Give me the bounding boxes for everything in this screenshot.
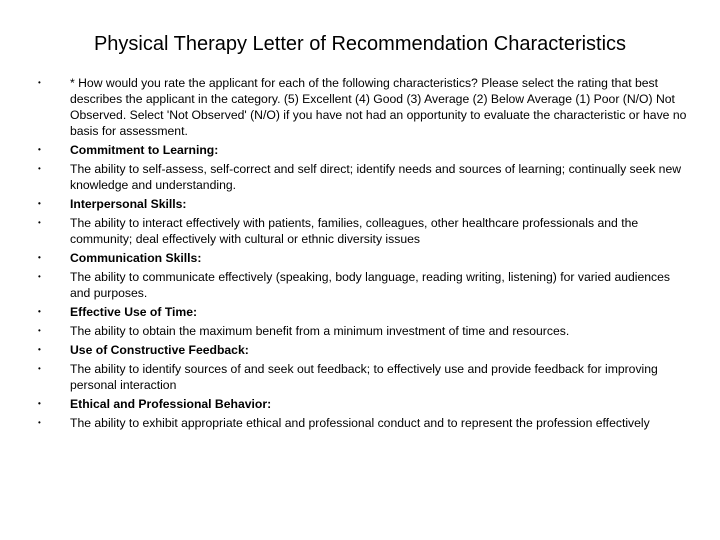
list-item-desc-ethical [38,415,688,431]
list-item-text: Communication Skills: [70,251,202,265]
list-item-heading-time [38,304,688,320]
bullet-icon: • [38,364,41,373]
list-item-desc-time [38,323,688,339]
list-item-text: * How would you rate the applicant for each of the following characteristics? Please select the rating that best describes the applicant in the category. (5) Excellent (4) Good (3) Average (2) Below Average (1) Poor (N/O) Not Observed. Select 'Not Observed' (N/O) if you have not had an opportunity to evaluate the characteristic or have no basis for assessment. [70,76,687,138]
list-item-heading-communication [38,250,688,266]
bullet-icon: • [38,272,41,281]
bullet-icon: • [38,78,41,87]
bullet-icon: • [38,145,41,154]
list-item-text: Ethical and Professional Behavior: [70,397,272,411]
bullet-icon: • [38,253,41,262]
list-item-heading-commitment [38,142,688,158]
bullet-icon: • [38,218,41,227]
bullet-icon: • [38,164,41,173]
list-item-heading-feedback [38,342,688,358]
list-item-desc-communication [38,269,688,301]
list-item-text: Commitment to Learning: [70,143,219,157]
list-item-desc-interpersonal [38,215,688,247]
bullet-list [38,75,688,434]
bullet-icon: • [38,418,41,427]
list-item-heading-ethical [38,396,688,412]
bullet-icon: • [38,345,41,354]
list-item-text: Interpersonal Skills: [70,197,187,211]
list-item-heading-interpersonal [38,196,688,212]
list-item-text: Use of Constructive Feedback: [70,343,249,357]
list-item-text: The ability to identify sources of and seek out feedback; to effectively use and provide feedback for improving personal interaction [70,362,658,392]
bullet-icon: • [38,326,41,335]
list-item-text: The ability to self-assess, self-correct and self direct; identify needs and sources of learning; continually seek new knowledge and understanding. [70,162,682,192]
list-item-desc-commitment [38,161,688,193]
list-item-text: The ability to obtain the maximum benefit from a minimum investment of time and resources. [70,324,570,338]
bullet-icon: • [38,399,41,408]
list-item-text: The ability to interact effectively with patients, families, colleagues, other healthcare professionals and the community; deal effectively with cultural or ethnic diversity issues [70,216,639,246]
bullet-icon: • [38,307,41,316]
bullet-icon: • [38,199,41,208]
list-item-intro [38,75,688,139]
list-item-text: Effective Use of Time: [70,305,198,319]
list-item-desc-feedback [38,361,688,393]
list-item-text: The ability to communicate effectively (speaking, body language, reading writing, listening) for varied audiences and purposes. [70,270,671,300]
list-item-text: The ability to exhibit appropriate ethical and professional conduct and to represent the profession effectively [70,416,650,430]
page-title: Physical Therapy Letter of Recommendation Characteristics [93,33,627,55]
